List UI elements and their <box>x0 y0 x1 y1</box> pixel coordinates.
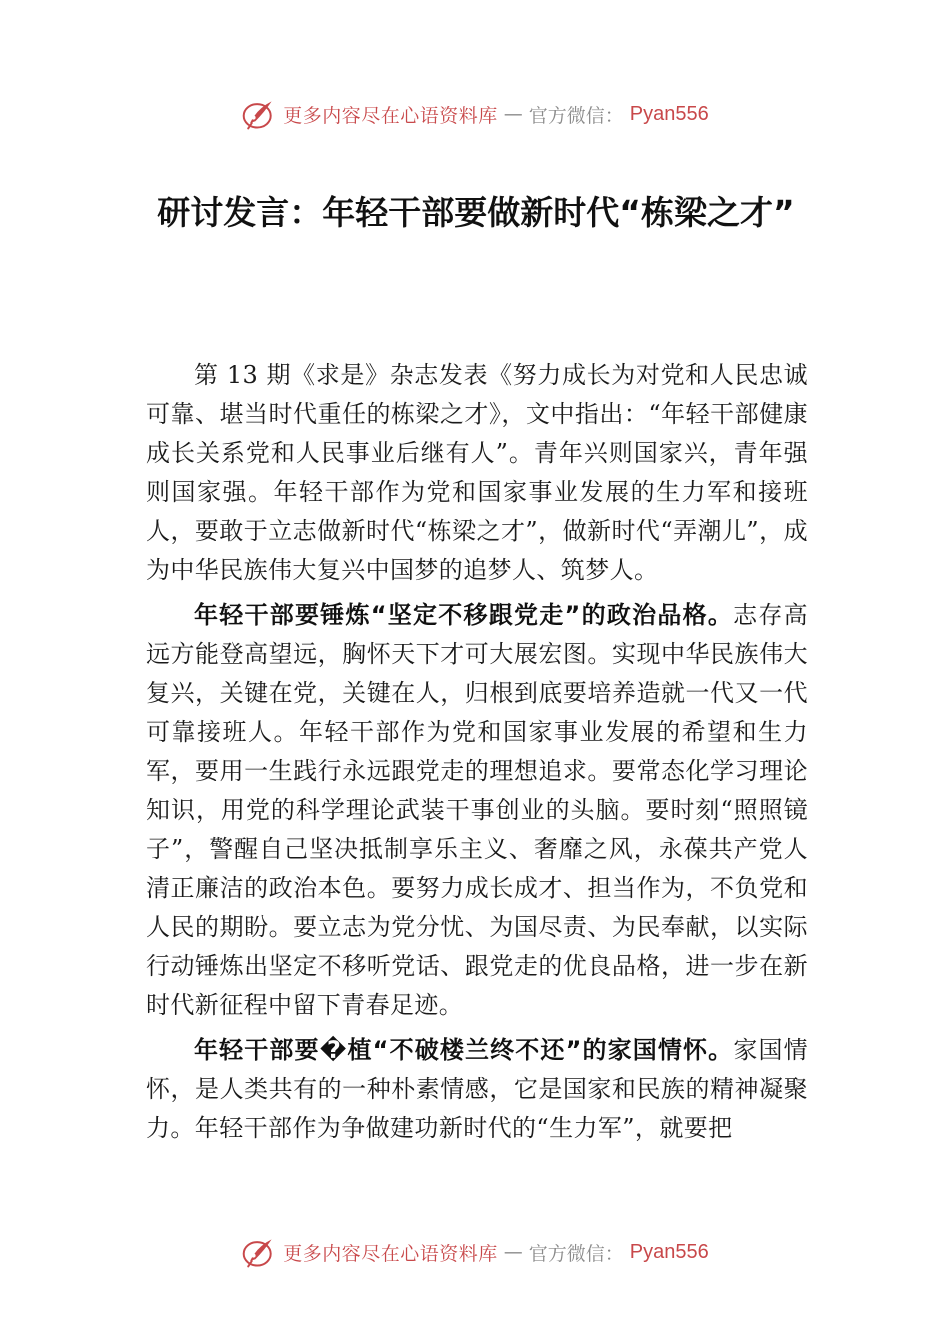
footer-banner <box>0 1232 950 1272</box>
banner-separator: — <box>503 103 523 125</box>
quill-logo-icon <box>241 96 277 132</box>
banner-wechat-id: Pyan556 <box>629 1240 709 1263</box>
paragraph-intro <box>146 356 808 590</box>
banner-wechat-label: 官方微信： <box>528 1242 624 1265</box>
paragraph-lead: 年轻干部要�植“不破楼兰终不还”的家国情怀。 <box>194 1036 734 1064</box>
document-body <box>146 356 808 1148</box>
paragraph-lead: 年轻干部要锤炼“坚定不移跟党走”的政治品格。 <box>194 601 734 629</box>
paragraph-patriotism <box>146 1031 808 1148</box>
banner-wechat-id: Pyan556 <box>629 102 709 125</box>
banner-slogan: 更多内容尽在心语资料库 <box>283 104 498 127</box>
paragraph-political-quality <box>146 596 808 1025</box>
paragraph-text: 第 13 期《求是》杂志发表《努力成长为对党和人民忠诚可靠、堪当时代重任的栋梁之才》，文中指出：“年轻干部健康成长关系党和人民事业后继有人”。青年兴则国家兴，青年强则国家强。年轻干部作为党和国家事业发展的生力军和接班人，要敢于立志做新时代“栋梁之才”，做新时代“弄潮儿”，成为中华民族伟大复兴中国梦的追梦人、筑梦人。 <box>146 361 808 584</box>
banner-separator: — <box>503 1241 523 1263</box>
document-title: 研讨发言：年轻干部要做新时代“栋梁之才” <box>157 193 795 232</box>
banner-slogan: 更多内容尽在心语资料库 <box>283 1242 498 1265</box>
header-banner <box>0 94 950 134</box>
paragraph-text: 志存高远方能登高望远，胸怀天下才可大展宏图。实现中华民族伟大复兴，关键在党，关键在人，归根到底要培养造就一代又一代可靠接班人。年轻干部作为党和国家事业发展的希望和生力军，要用一生践行永远跟党走的理想追求。要常态化学习理论知识，用党的科学理论武装干事创业的头脑。要时刻“照照镜子”，警醒自己坚决抵制享乐主义、奢靡之风，永葆共产党人清正廉洁的政治本色。要努力成长成才、担当作为，不负党和人民的期盼。要立志为党分忧、为国尽责、为民奉献，以实际行动锤炼出坚定不移听党话、跟党走的优良品格，进一步在新时代新征程中留下青春足迹。 <box>146 601 808 1019</box>
paragraph-text: 家国情怀，是人类共有的一种朴素情感，它是国家和民族的精神凝聚力。年轻干部作为争做建功新时代的“生力军”，就要把 <box>146 1036 808 1142</box>
banner-wechat-label: 官方微信： <box>528 104 624 127</box>
quill-logo-icon <box>241 1234 277 1270</box>
